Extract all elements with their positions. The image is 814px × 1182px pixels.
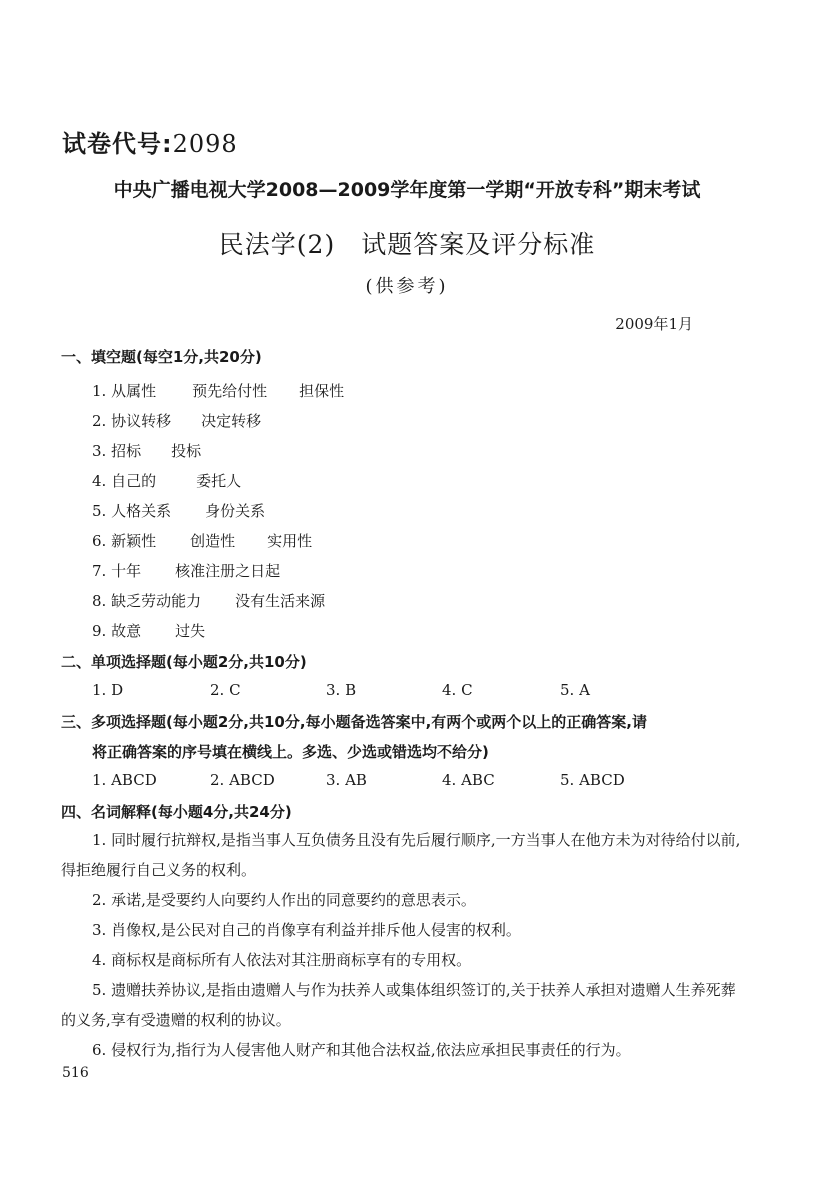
answer-part: 创造性: [190, 532, 236, 550]
answer-part: 4. 自己的: [92, 472, 157, 490]
fill-answer-8: [92, 590, 325, 611]
answer-part: 实用性: [267, 532, 313, 550]
answer-part: 8. 缺乏劳动能力: [92, 592, 202, 610]
answer-part: 9. 故意: [92, 622, 142, 640]
exam-code-number: 2098: [172, 130, 238, 158]
page-number: 516: [62, 1065, 89, 1081]
fill-answer-7: [92, 560, 280, 581]
fill-answer-1: [92, 380, 344, 401]
section-4-heading: 四、名词解释(每小题4分,共24分): [61, 803, 292, 821]
section-3-heading: 三、多项选择题(每小题2分,共10分,每小题备选答案中,有两个或两个以上的正确答案,请: [61, 713, 647, 731]
page-title: 民法学(2) 试题答案及评分标准: [218, 230, 596, 259]
exam-code: [62, 124, 238, 159]
exam-header: 中央广播电视大学2008—2009学年度第一学期“开放专科”期末考试: [113, 179, 701, 201]
fill-answer-3: [92, 440, 201, 461]
single-choice-answer-3: 3. B: [326, 681, 357, 699]
single-choice-answer-2: 2. C: [210, 681, 241, 699]
answer-part: 3. 招标: [92, 442, 142, 460]
answer-part: 委托人: [196, 472, 242, 490]
definition-3: 3. 肖像权,是公民对自己的肖像享有利益并排斥他人侵害的权利。: [92, 921, 521, 939]
answer-part: 5. 人格关系: [92, 502, 172, 520]
definition-6: 6. 侵权行为,指行为人侵害他人财产和其他合法权益,依法应承担民事责任的行为。: [92, 1041, 631, 1059]
single-choice-answer-4: 4. C: [442, 681, 473, 699]
definition-4: 4. 商标权是商标所有人依法对其注册商标享有的专用权。: [92, 951, 472, 969]
answer-part: 过失: [175, 622, 206, 640]
single-choice-answer-5: 5. A: [560, 681, 590, 699]
fill-answer-2: [92, 410, 261, 431]
answer-part: 预先给付性: [192, 382, 268, 400]
exam-code-label: 试卷代号:: [62, 130, 173, 158]
exam-date: 2009年1月: [615, 315, 693, 333]
multi-choice-answer-5: 5. ABCD: [560, 771, 625, 789]
multi-choice-answer-4: 4. ABC: [442, 771, 495, 789]
single-choice-answer-1: 1. D: [92, 681, 124, 699]
definition-5: 5. 遗赠扶养协议,是指由遗赠人与作为扶养人或集体组织签订的,关于扶养人承担对遗赠人生养死葬的义务,享有受遗赠的权利的协议。: [61, 981, 736, 1029]
answer-part: 核准注册之日起: [175, 562, 281, 580]
definition-2: 2. 承诺,是受要约人向要约人作出的同意要约的意思表示。: [92, 891, 476, 909]
answer-part: 决定转移: [201, 412, 262, 430]
fill-answer-6: [92, 530, 312, 551]
answer-part: 2. 协议转移: [92, 412, 172, 430]
fill-answer-9: [92, 620, 205, 641]
section-1-heading: 一、填空题(每空1分,共20分): [61, 348, 262, 366]
section-3-heading-cont: 将正确答案的序号填在横线上。多选、少选或错选均不给分): [92, 743, 489, 761]
answer-part: 担保性: [299, 382, 345, 400]
definition-1: 1. 同时履行抗辩权,是指当事人互负债务且没有先后履行顺序,一方当事人在他方未为对待给付以前,得拒绝履行自己义务的权利。: [61, 831, 741, 879]
multi-choice-answer-2: 2. ABCD: [210, 771, 275, 789]
answer-part: 投标: [171, 442, 202, 460]
section-2-heading: 二、单项选择题(每小题2分,共10分): [61, 653, 307, 671]
answer-part: 身份关系: [205, 502, 266, 520]
answer-part: 6. 新颖性: [92, 532, 157, 550]
multi-choice-answer-3: 3. AB: [326, 771, 367, 789]
answer-part: 1. 从属性: [92, 382, 157, 400]
fill-answer-4: [92, 470, 241, 491]
multi-choice-answer-1: 1. ABCD: [92, 771, 157, 789]
fill-answer-5: [92, 500, 265, 521]
answer-part: 没有生活来源: [235, 592, 326, 610]
page-subtitle: (供参考): [365, 276, 449, 297]
answer-part: 7. 十年: [92, 562, 142, 580]
